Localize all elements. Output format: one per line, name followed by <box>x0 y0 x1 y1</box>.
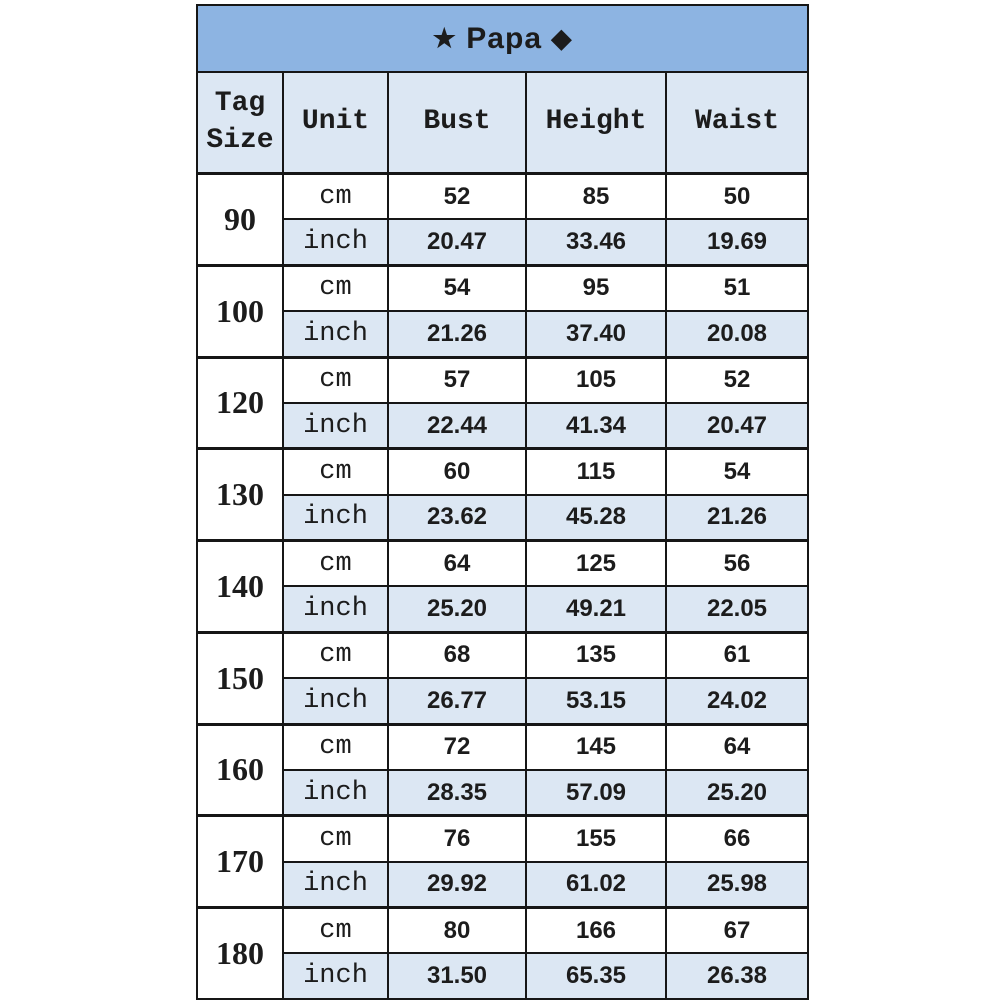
star-icon: ★ <box>432 22 457 53</box>
waist-cm-140: 56 <box>666 541 808 587</box>
size-row-180-inch <box>197 953 808 999</box>
column-header-bust: Bust <box>388 72 526 174</box>
size-row-130-cm <box>197 449 808 495</box>
waist-inch-160: 25.20 <box>666 770 808 816</box>
bust-cm-120: 57 <box>388 357 526 403</box>
bust-cm-140: 64 <box>388 541 526 587</box>
size-row-160-cm <box>197 724 808 770</box>
bust-inch-170: 29.92 <box>388 862 526 908</box>
tag-size-180: 180 <box>197 908 283 1000</box>
waist-cm-170: 66 <box>666 816 808 862</box>
height-cm-90: 85 <box>526 174 666 220</box>
tag-size-140: 140 <box>197 541 283 633</box>
tag-size-100: 100 <box>197 265 283 357</box>
unit-label-cm-90: cm <box>283 174 388 220</box>
diamond-icon: ◆ <box>551 22 573 53</box>
unit-label-inch-180: inch <box>283 953 388 999</box>
size-row-100-inch <box>197 311 808 357</box>
bust-inch-180: 31.50 <box>388 953 526 999</box>
waist-cm-180: 67 <box>666 908 808 954</box>
waist-inch-100: 20.08 <box>666 311 808 357</box>
unit-label-inch-130: inch <box>283 495 388 541</box>
height-cm-100: 95 <box>526 265 666 311</box>
size-chart-table <box>196 4 809 1000</box>
tag-size-170: 170 <box>197 816 283 908</box>
size-row-170-cm <box>197 816 808 862</box>
title-text: Papa <box>466 21 543 55</box>
unit-label-inch-150: inch <box>283 678 388 724</box>
unit-label-cm-150: cm <box>283 632 388 678</box>
waist-cm-130: 54 <box>666 449 808 495</box>
size-table-body <box>197 174 808 1000</box>
tag-size-90: 90 <box>197 174 283 266</box>
bust-cm-180: 80 <box>388 908 526 954</box>
height-cm-160: 145 <box>526 724 666 770</box>
column-header-waist: Waist <box>666 72 808 174</box>
height-inch-140: 49.21 <box>526 586 666 632</box>
size-row-120-inch <box>197 403 808 449</box>
unit-label-inch-140: inch <box>283 586 388 632</box>
waist-inch-170: 25.98 <box>666 862 808 908</box>
waist-inch-150: 24.02 <box>666 678 808 724</box>
height-inch-130: 45.28 <box>526 495 666 541</box>
tag-size-160: 160 <box>197 724 283 816</box>
bust-cm-100: 54 <box>388 265 526 311</box>
height-cm-170: 155 <box>526 816 666 862</box>
size-row-180-cm <box>197 908 808 954</box>
height-inch-180: 65.35 <box>526 953 666 999</box>
tag-size-150: 150 <box>197 632 283 724</box>
height-cm-180: 166 <box>526 908 666 954</box>
bust-inch-160: 28.35 <box>388 770 526 816</box>
unit-label-cm-180: cm <box>283 908 388 954</box>
height-inch-170: 61.02 <box>526 862 666 908</box>
waist-inch-130: 21.26 <box>666 495 808 541</box>
unit-label-cm-140: cm <box>283 541 388 587</box>
waist-cm-160: 64 <box>666 724 808 770</box>
unit-label-inch-160: inch <box>283 770 388 816</box>
unit-label-cm-130: cm <box>283 449 388 495</box>
bust-cm-170: 76 <box>388 816 526 862</box>
column-header-height: Height <box>526 72 666 174</box>
title-row <box>197 5 808 72</box>
bust-cm-90: 52 <box>388 174 526 220</box>
bust-inch-140: 25.20 <box>388 586 526 632</box>
unit-label-inch-90: inch <box>283 219 388 265</box>
unit-label-inch-120: inch <box>283 403 388 449</box>
bust-inch-120: 22.44 <box>388 403 526 449</box>
waist-inch-180: 26.38 <box>666 953 808 999</box>
tag-size-130: 130 <box>197 449 283 541</box>
column-header-unit: Unit <box>283 72 388 174</box>
size-row-150-inch <box>197 678 808 724</box>
unit-label-cm-160: cm <box>283 724 388 770</box>
size-row-140-inch <box>197 586 808 632</box>
height-cm-130: 115 <box>526 449 666 495</box>
waist-cm-100: 51 <box>666 265 808 311</box>
waist-cm-150: 61 <box>666 632 808 678</box>
bust-cm-130: 60 <box>388 449 526 495</box>
bust-cm-160: 72 <box>388 724 526 770</box>
column-header-tag-size: Tag Size <box>197 72 283 174</box>
unit-label-inch-170: inch <box>283 862 388 908</box>
waist-inch-120: 20.47 <box>666 403 808 449</box>
waist-inch-90: 19.69 <box>666 219 808 265</box>
size-row-140-cm <box>197 541 808 587</box>
unit-label-inch-100: inch <box>283 311 388 357</box>
unit-label-cm-100: cm <box>283 265 388 311</box>
waist-inch-140: 22.05 <box>666 586 808 632</box>
waist-cm-90: 50 <box>666 174 808 220</box>
bust-inch-150: 26.77 <box>388 678 526 724</box>
height-inch-160: 57.09 <box>526 770 666 816</box>
column-header-row <box>197 72 808 174</box>
tag-size-120: 120 <box>197 357 283 449</box>
bust-inch-130: 23.62 <box>388 495 526 541</box>
size-row-120-cm <box>197 357 808 403</box>
height-cm-150: 135 <box>526 632 666 678</box>
height-inch-90: 33.46 <box>526 219 666 265</box>
chart-title <box>197 5 808 72</box>
size-row-160-inch <box>197 770 808 816</box>
height-inch-120: 41.34 <box>526 403 666 449</box>
bust-inch-100: 21.26 <box>388 311 526 357</box>
size-row-100-cm <box>197 265 808 311</box>
height-inch-150: 53.15 <box>526 678 666 724</box>
unit-label-cm-120: cm <box>283 357 388 403</box>
height-inch-100: 37.40 <box>526 311 666 357</box>
unit-label-cm-170: cm <box>283 816 388 862</box>
size-row-170-inch <box>197 862 808 908</box>
waist-cm-120: 52 <box>666 357 808 403</box>
size-row-130-inch <box>197 495 808 541</box>
height-cm-120: 105 <box>526 357 666 403</box>
height-cm-140: 125 <box>526 541 666 587</box>
size-row-150-cm <box>197 632 808 678</box>
size-row-90-cm <box>197 174 808 220</box>
bust-inch-90: 20.47 <box>388 219 526 265</box>
bust-cm-150: 68 <box>388 632 526 678</box>
size-row-90-inch <box>197 219 808 265</box>
